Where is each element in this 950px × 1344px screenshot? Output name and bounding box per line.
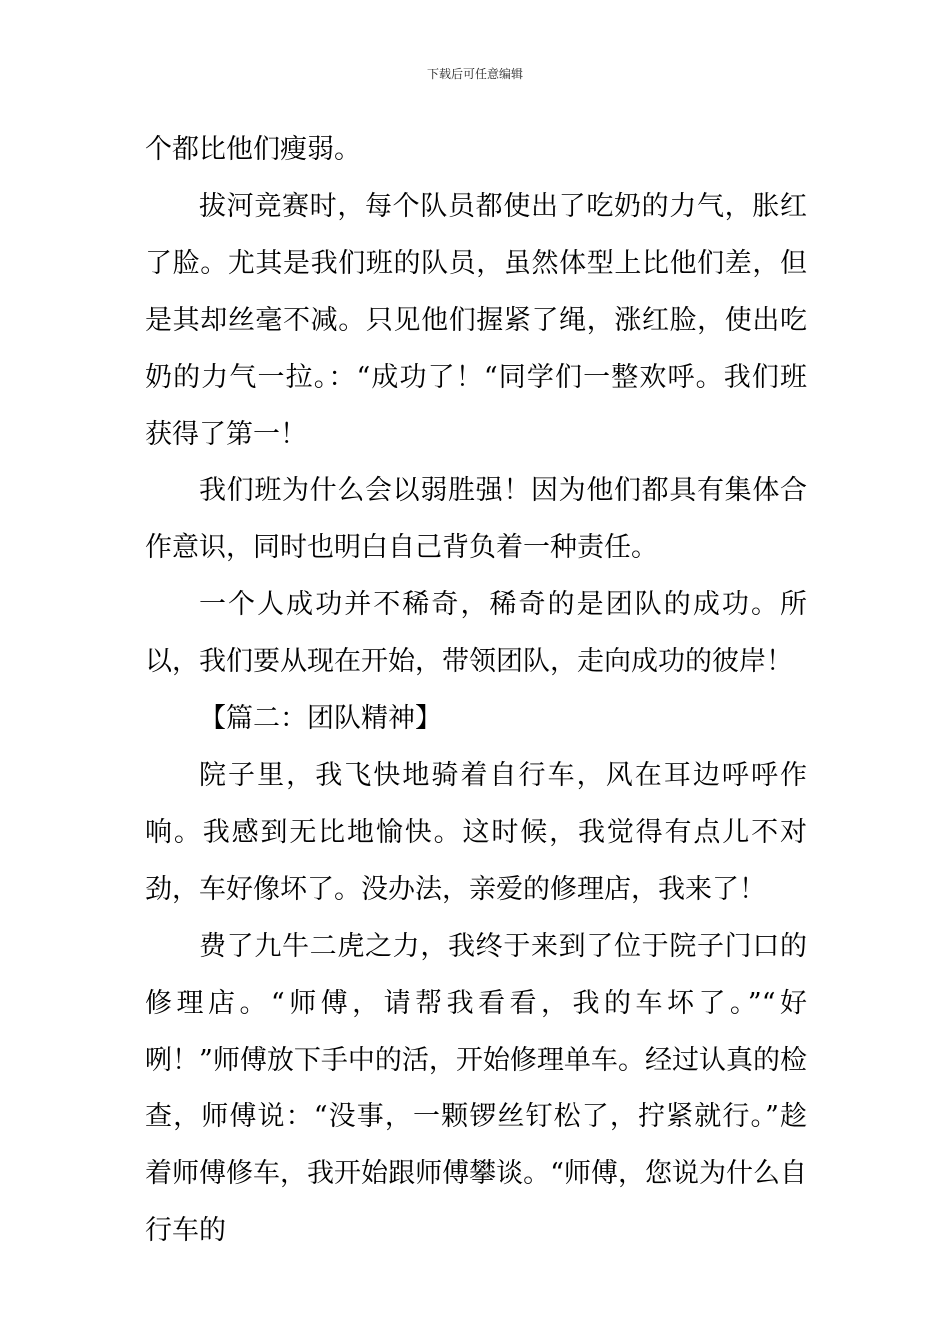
paragraph: 费了九牛二虎之力，我终于来到了位于院子门口的修理店。“师傅，请帮我看看，我的车坏了。”“好咧！”师傅放下手中的活，开始修理单车。经过认真的检查，师傅说：“没事，一颗锣丝钉松了，拧紧就行。”趁着师傅修车，我开始跟师傅攀谈。“师傅，您说为什么自行车的	[145, 930, 807, 1247]
paragraph: 一个人成功并不稀奇，稀奇的是团队的成功。所以，我们要从现在开始，带领团队，走向成功的彼岸！	[145, 589, 807, 678]
document-body	[145, 122, 807, 1260]
paragraph: 我们班为什么会以弱胜强！因为他们都具有集体合作意识，同时也明白自己背负着一种责任。	[145, 475, 807, 564]
paragraph: 个都比他们瘦弱。	[145, 134, 361, 165]
paragraph: 院子里，我飞快地骑着自行车，风在耳边呼呼作响。我感到无比地愉快。这时候，我觉得有点儿不对劲，车好像坏了。没办法，亲爱的修理店，我来了！	[145, 759, 807, 905]
section-heading: 【篇二：团队精神】	[199, 703, 442, 735]
page-header: 下载后可任意编辑	[426, 67, 523, 81]
paragraph: 拔河竞赛时，每个队员都使出了吃奶的力气，胀红了脸。尤其是我们班的队员，虽然体型上比他们差，但是其却丝毫不减。只见他们握紧了绳，涨红脸，使出吃奶的力气一拉。：“成功了！“同学们一整欢呼。我们班获得了第一！	[145, 190, 807, 450]
